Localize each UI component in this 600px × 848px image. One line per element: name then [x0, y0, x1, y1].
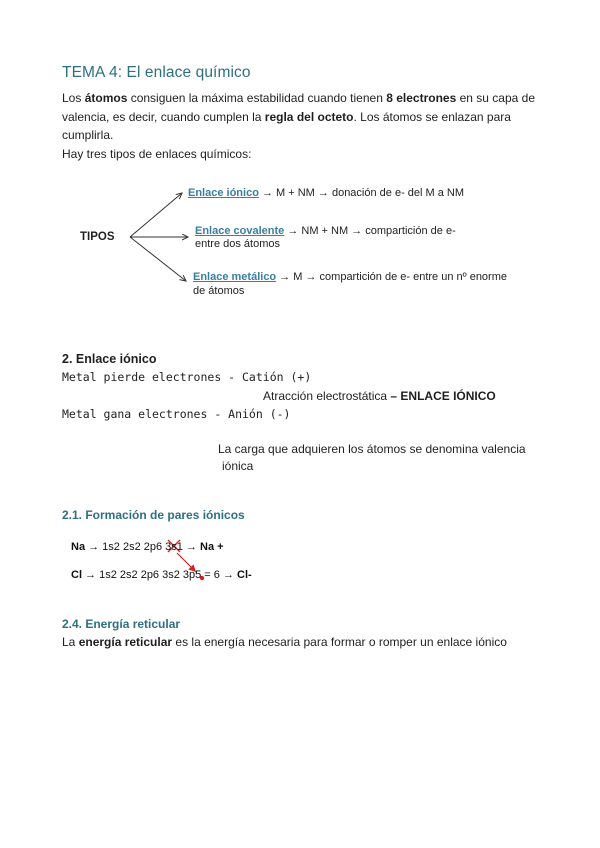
intro-bold-atoms: átomos — [84, 91, 128, 105]
section-2-heading: 2. Enlace iónico — [62, 352, 157, 366]
valence-note-2: iónica — [222, 459, 254, 473]
intro-bold-octet: regla del octeto — [264, 109, 354, 124]
cation-line: Metal pierde electrones - Catión (+) — [62, 370, 312, 384]
covalent-bond-desc2: entre dos átomos — [195, 238, 280, 250]
cl-config: → 1s2 2s2 2p6 3s2 3p5 = 6 → — [82, 569, 238, 581]
cl-ion: Cl- — [237, 569, 252, 581]
attraction-text: Atracción electrostática — [263, 389, 391, 403]
ionic-bond-bold: – ENLACE IÓNICO — [390, 389, 496, 403]
intro-bold-electrons: 8 electrones — [386, 91, 457, 105]
metallic-bond-link[interactable]: Enlace metálico — [193, 271, 277, 283]
covalent-bond-desc: → NM + NM → compartición de e- — [284, 225, 456, 237]
na-ion: Na + — [200, 541, 224, 553]
lattice-bold: energía reticular — [78, 635, 173, 649]
lattice-energy-definition — [62, 634, 507, 651]
page-title: TEMA 4: El enlace químico — [62, 64, 251, 81]
metallic-bond-desc: → M → compartición de e- entre un nº enorme — [276, 271, 507, 283]
na-symbol: Na — [71, 541, 86, 553]
na-config-line — [71, 541, 224, 553]
lattice-text: La — [62, 635, 79, 649]
attraction-line — [263, 388, 496, 405]
anion-line: Metal gana electrones - Anión (-) — [62, 407, 291, 421]
cl-config-line — [71, 569, 252, 581]
section-2-1-heading: 2.1. Formación de pares iónicos — [62, 508, 245, 522]
arrow-to-metallic — [130, 237, 186, 281]
ionic-bond-row — [188, 187, 464, 199]
lattice-text: es la energía necesaria para formar o romper un enlace iónico — [172, 635, 507, 649]
metallic-bond-row — [193, 271, 507, 283]
metallic-bond-desc2: de átomos — [193, 285, 245, 297]
valence-note-1: La carga que adquieren los átomos se denomina valencia — [218, 442, 526, 456]
intro-types-line: Hay tres tipos de enlaces químicos: — [62, 146, 252, 161]
covalent-bond-link[interactable]: Enlace covalente — [195, 225, 285, 237]
ionic-bond-link[interactable]: Enlace iónico — [188, 187, 259, 199]
na-config: → 1s2 2s2 2p6 3s1 → — [85, 541, 201, 553]
covalent-bond-row — [195, 225, 456, 237]
diagram-root-tipos: TIPOS — [80, 231, 115, 243]
intro-text: consiguen la máxima estabilidad cuando tienen — [127, 91, 387, 105]
intro-text: Los — [62, 91, 85, 105]
ionic-bond-desc: → M + NM → donación de e- del M a NM — [258, 187, 465, 199]
section-2-4-heading: 2.4. Energía reticular — [62, 617, 181, 631]
cl-symbol: Cl — [71, 569, 82, 581]
arrow-to-ionic — [130, 193, 182, 237]
intro-text: . Los átomos se enlazan para cumplirla. — [62, 109, 511, 142]
intro-text: en su capa de valencia, es decir, cuando cumplen la — [62, 91, 535, 124]
